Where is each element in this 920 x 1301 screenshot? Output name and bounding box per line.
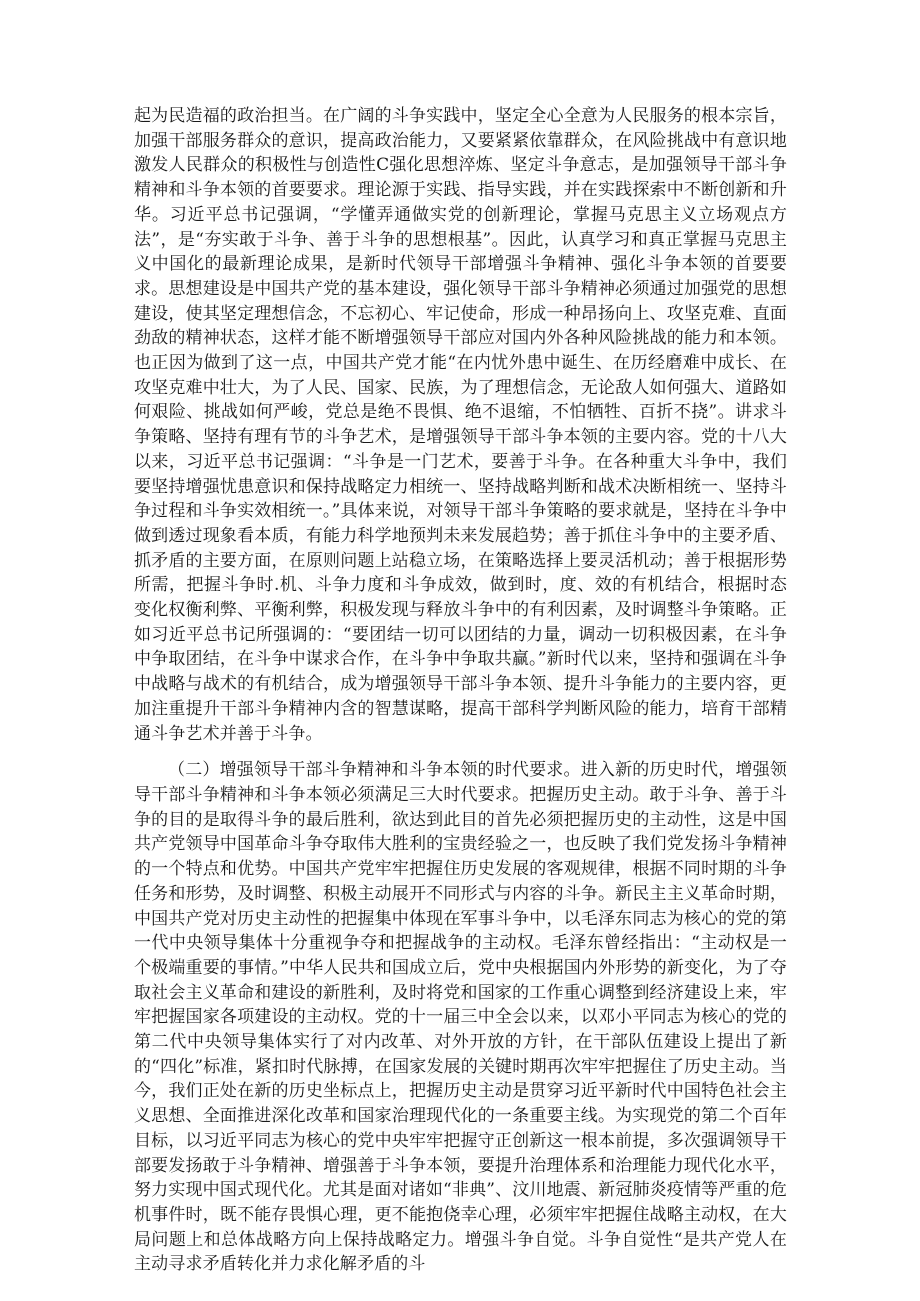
body-paragraph-1: 起为民造福的政治担当。在广阔的斗争实践中，坚定全心全意为人民服务的根本宗旨，加强干部服务群众的意识，提高政治能力，又要紧紧依靠群众，在风险挑战中有意识地激发人民群众的积极性与创造性C强化思想淬炼、坚定斗争意志，是加强领导干部斗争精神和斗争本领的首要要求。理论源于实践、指导实践，并在实践探索中不断创新和升华。习近平总书记强调，“学懂弄通做实党的创新理论，掌握马克思主义立场观点方法”，是“夯实敢于斗争、善于斗争的思想根基”。因此，认真学习和真正掌握马克思主义中国化的最新理论成果，是新时代领导干部增强斗争精神、强化斗争本领的首要要求。思想建设是中国共产党的基本建设，强化领导干部斗争精神必须通过加强党的思想建设，使其坚定理想信念，不忘初心、牢记使命，形成一种昂扬向上、攻坚克难、直面劲敌的精神状态，这样才能不断增强领导干部应对国内外各种风险挑战的能力和本领。也正因为做到了这一点，中国共产党才能“在内忧外患中诞生、在历经磨难中成长、在攻坚克难中壮大，为了人民、国家、民族，为了理想信念，无论敌人如何强大、道路如何艰险、挑战如何严峻，党总是绝不畏惧、绝不退缩，不怕牺牲、百折不挠”。讲求斗争策略、坚持有理有节的斗争艺术，是增强领导干部斗争本领的主要内容。党的十八大以来，习近平总书记强调：“斗争是一门艺术，要善于斗争。在各种重大斗争中，我们要坚持增强忧患意识和保持战略定力相统一、坚持战略判断和战术决断相统一、坚持斗争过程和斗争实效相统一。”具体来说，对领导干部斗争策略的要求就是，坚持在斗争中做到透过现象看本质，有能力科学地预判未来发展趋势；善于抓住斗争中的主要矛盾、抓矛盾的主要方面，在原则问题上站稳立场，在策略选择上要灵活机动；善于根据形势所需，把握斗争时.机、斗争力度和斗争成效，做到时，度、效的有机结合，根据时态变化权衡利弊、平衡利弊，积极发现与释放斗争中的有利因素，及时调整斗争策略。正如习近平总书记所强调的：“要团结一切可以团结的力量，调动一切积极因素，在斗争中争取团结，在斗争中谋求合作，在斗争中争取共赢。”新时代以来，坚持和强调在斗争中战略与战术的有机结合，成为增强领导干部斗争本领、提升斗争能力的主要内容，更加注重提升干部斗争精神内含的智慧谋略，提高干部科学判断风险的能力，培育干部精通斗争艺术并善于斗争。 (134, 106, 787, 744)
document-page (134, 104, 787, 1277)
paragraph-gap (134, 746, 787, 758)
body-paragraph-2: （二）增强领导干部斗争精神和斗争本领的时代要求。进入新的历史时代，增强领导干部斗争精神和斗争本领必须满足三大时代要求。把握历史主动。敢于斗争、善于斗争的目的是取得斗争的最后胜利，欲达到此目的首先必须把握历史的主动性，这是中国共产党领导中国革命斗争夺取伟大胜利的宝贵经验之一，也反映了我们党发扬斗争精神的一个特点和优势。中国共产党牢牢把握住历史发展的客观规律，根据不同时期的斗争任务和形势，及时调整、积极主动展开不同形式与内容的斗争。新民主主义革命时期，中国共产党对历史主动性的把握集中体现在军事斗争中，以毛泽东同志为核心的党的第一代中央领导集体十分重视争夺和把握战争的主动权。毛泽东曾经指出：“主动权是一个极端重要的事情。”中华人民共和国成立后，党中央根据国内外形势的新变化，为了夺取社会主义革命和建设的新胜利，及时将党和国家的工作重心调整到经济建设上来，牢牢把握国家各项建设的主动权。党的十一届三中全会以来，以邓小平同志为核心的党的第二代中央领导集体实行了对内改革、对外开放的方针，在干部队伍建设上提出了新的“四化”标准，紧扣时代脉搏，在国家发展的关键时期再次牢牢把握住了历史主动。当今，我们正处在新的历史坐标点上，把握历史主动是贯穿习近平新时代中国特色社会主义思想、全面推进深化改革和国家治理现代化的一条重要主线。为实现党的第二个百年目标，以习近平同志为核心的党中央牢牢把握守正创新这一根本前提，多次强调领导干部要发扬敢于斗争精神、增强善于斗争本领，要提升治理体系和治理能力现代化水平，努力实现中国式现代化。尤其是面对诸如“非典”、汶川地震、新冠肺炎疫情等严重的危机事件时，既不能存畏惧心理，更不能抱侥幸心理，必须牢牢把握住战略主动权，在大局问题上和总体战略方向上保持战略定力。增强斗争自觉。斗争自觉性“是共产党人在主动寻求矛盾转化并力求化解矛盾的斗 (134, 760, 787, 1275)
